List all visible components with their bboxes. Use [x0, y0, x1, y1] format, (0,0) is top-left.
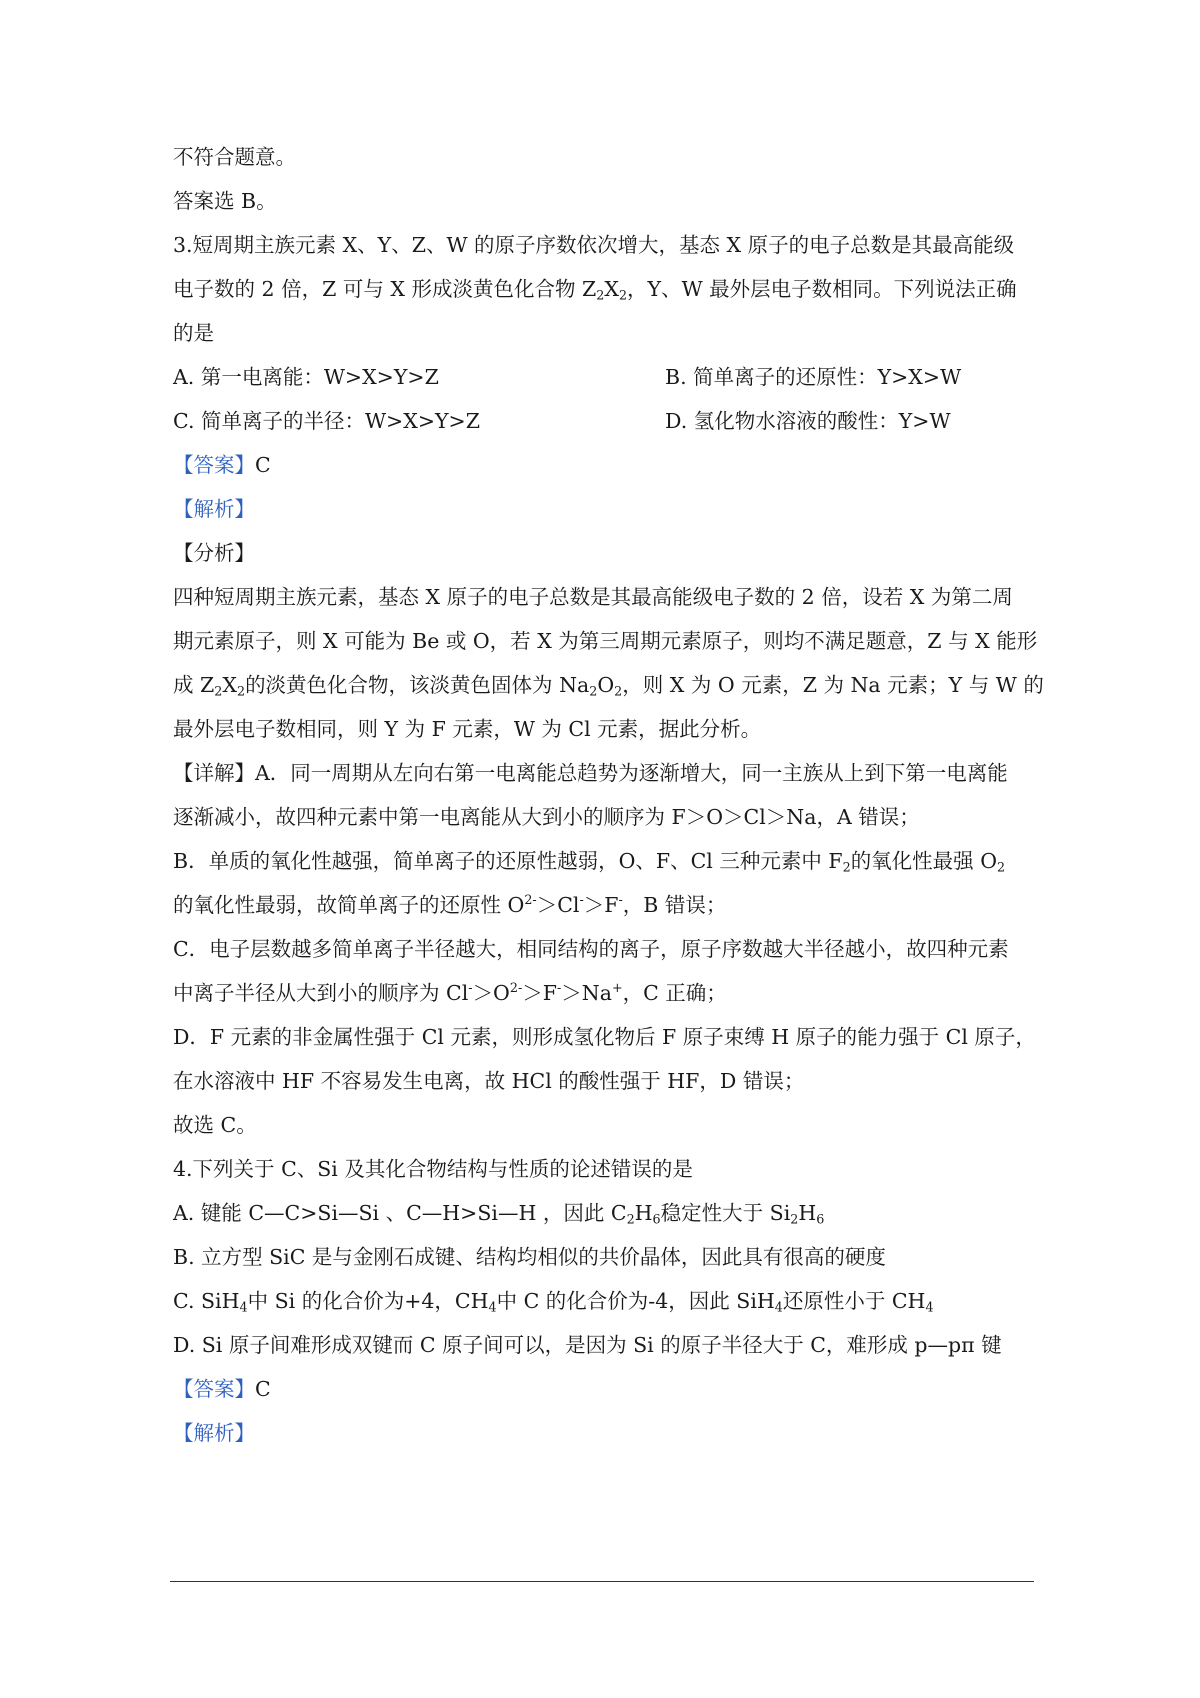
text-run: X	[222, 673, 237, 697]
superscript: +	[611, 980, 623, 996]
subscript: 2	[618, 287, 628, 303]
superscript: 2-	[509, 980, 523, 996]
subscript: 4	[925, 1299, 934, 1315]
option-c: C. 简单离子的半径：W>X>Y>Z	[173, 409, 480, 433]
text-run: 成 Z	[173, 673, 215, 697]
option-b: B. 立方型 SiC 是与金刚石成键、结构均相似的共价晶体，因此具有很高的硬度	[173, 1245, 886, 1269]
text-run: 中 Si 的化合价为+4，CH	[247, 1289, 489, 1313]
text-line	[173, 892, 727, 917]
text-line: D．F 元素的非金属性强于 Cl 元素，则形成氢化物后 F 原子束缚 H 原子的能力强于 Cl 原子，	[173, 1025, 1036, 1049]
subscript: 2	[596, 287, 605, 303]
subscript: 4	[488, 1299, 497, 1315]
text-line: 四种短周期主族元素，基态 X 原子的电子总数是其最高能级电子数的 2 倍，设若 X 为第二周	[173, 585, 1013, 609]
subscript: 4	[239, 1299, 248, 1315]
subscript: 2	[626, 1211, 635, 1227]
text-run: X	[604, 277, 619, 301]
text-line: 逐渐减小，故四种元素中第一电离能从大到小的顺序为 F＞O＞Cl＞Na，A 错误；	[173, 805, 920, 829]
subscript: 4	[774, 1299, 783, 1315]
text-run: B．单质的氧化性越强，简单离子的还原性越弱，O、F、Cl 三种元素中 F	[173, 849, 843, 873]
answer-label: 【答案】	[173, 453, 255, 477]
text-run: 的淡黄色化合物，该淡黄色固体为 Na	[245, 673, 590, 697]
text-line: 最外层电子数相同，则 Y 为 F 元素，W 为 Cl 元素，据此分析。	[173, 717, 762, 741]
superscript: -	[556, 980, 562, 996]
subscript: 2	[790, 1211, 799, 1227]
text-run: 中离子半径从大到小的顺序为 Cl	[173, 981, 469, 1005]
text-line: 故选 C。	[173, 1113, 257, 1137]
text-line	[173, 849, 1006, 875]
option-d: D. Si 原子间难形成双键而 C 原子间可以，是因为 Si 的原子半径大于 C，难形成 p—pπ 键	[173, 1333, 1002, 1357]
text-run: ＞F	[583, 893, 619, 917]
text-line: 在水溶液中 HF 不容易发生电离，故 HCl 的酸性强于 HF，D 错误；	[173, 1069, 805, 1093]
text-line: 答案选 B。	[173, 189, 277, 213]
question-3-stem	[173, 277, 1017, 303]
text-run: H	[798, 1201, 817, 1225]
text-run: A. 键能 C—C>Si—Si 、C—H>Si—H ，因此 C	[173, 1201, 627, 1225]
subscript: 2	[842, 859, 851, 875]
text-run: 的氧化性最弱，故简单离子的还原性 O	[173, 893, 525, 917]
subscript: 6	[652, 1211, 661, 1227]
text-run: 稳定性大于 Si	[660, 1201, 791, 1225]
subscript: 2	[214, 683, 223, 699]
text-run: ，C 正确；	[622, 981, 727, 1005]
text-line: 期元素原子，则 X 可能为 Be 或 O，若 X 为第三周期元素原子，则均不满足题意，Z 与 X 能形	[173, 629, 1038, 653]
answer-line	[173, 455, 271, 476]
superscript: -	[468, 980, 473, 996]
text-line	[173, 980, 727, 1005]
text-line: 不符合题意。	[173, 145, 296, 169]
text-run: 还原性小于 CH	[782, 1289, 926, 1313]
subscript: 2	[614, 683, 623, 699]
option-a	[173, 1201, 825, 1227]
question-3-stem: 的是	[173, 321, 214, 345]
answer-label: 【答案】	[173, 1377, 255, 1401]
text-run: O	[597, 673, 615, 697]
superscript: -	[579, 892, 584, 908]
superscript: 2-	[524, 892, 537, 908]
text-line	[173, 673, 1044, 699]
question-4-stem: 4.下列关于 C、Si 及其化合物结构与性质的论述错误的是	[173, 1157, 693, 1181]
text-line: C．电子层数越多简单离子半径越大，相同结构的离子，原子序数越大半径越小，故四种元素	[173, 937, 1009, 961]
text-run: ＞F	[522, 981, 557, 1005]
text-run: 中 C 的化合价为-4，因此 SiH	[496, 1289, 775, 1313]
text-run: 电子数的 2 倍，Z 可与 X 形成淡黄色化合物 Z	[173, 277, 597, 301]
subscript: 2	[997, 859, 1006, 875]
analysis-label: 【解析】	[173, 497, 255, 521]
subscript: 2	[589, 683, 598, 699]
text-run: ＞Na	[561, 981, 612, 1005]
text-run: H	[634, 1201, 653, 1225]
superscript: -	[618, 892, 623, 908]
text-run: ，Y、W 最外层电子数相同。下列说法正确	[627, 277, 1017, 301]
text-run: ＞Cl	[536, 893, 580, 917]
footer-divider	[170, 1581, 1034, 1582]
text-line: 【详解】A．同一周期从左向右第一电离能总趋势为逐渐增大，同一主族从上到下第一电离能	[173, 761, 1008, 785]
text-run: C. SiH	[173, 1289, 240, 1313]
subscript: 2	[236, 683, 246, 699]
option-c	[173, 1289, 934, 1315]
subscript: 6	[816, 1211, 825, 1227]
answer-value: C	[255, 453, 271, 477]
text-run: ，则 X 为 O 元素，Z 为 Na 元素；Y 与 W 的	[622, 673, 1044, 697]
text-run: 的氧化性最强 O	[850, 849, 998, 873]
text-run: ，B 错误；	[622, 893, 727, 917]
answer-value: C	[255, 1377, 271, 1401]
analysis-label: 【解析】	[173, 1421, 255, 1445]
option-b: B. 简单离子的还原性：Y>X>W	[665, 365, 962, 389]
question-3-stem: 3.短周期主族元素 X、Y、Z、W 的原子序数依次增大，基态 X 原子的电子总数是其最高能级	[173, 233, 1015, 257]
option-a: A. 第一电离能：W>X>Y>Z	[173, 365, 439, 389]
fenxi-label: 【分析】	[173, 541, 255, 565]
answer-line	[173, 1379, 271, 1400]
option-d: D. 氢化物水溶液的酸性：Y>W	[665, 409, 951, 433]
text-run: ＞O	[472, 981, 510, 1005]
